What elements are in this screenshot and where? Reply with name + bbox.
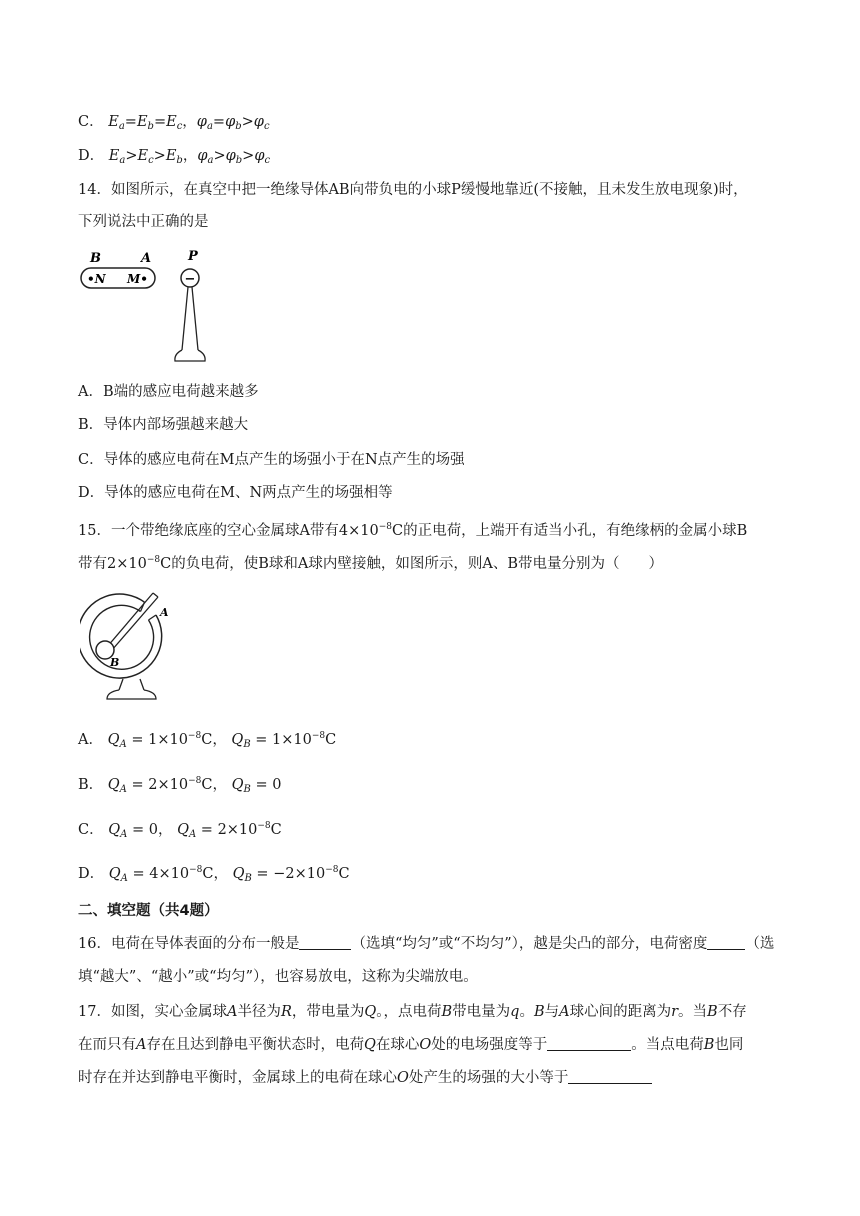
label-p: P (188, 249, 198, 264)
label-b: B (90, 251, 101, 266)
stand-base (175, 350, 205, 361)
q14-option-a: A．B端的感应电荷越来越多 (78, 384, 259, 400)
q14-option-d: D．导体的感应电荷在M、N两点产生的场强相等 (78, 485, 393, 501)
stand-left (182, 287, 188, 350)
q17-line1: 17．如图，实心金属球A半径为R，带电量为Q。，点电荷B带电量为q。B与A球心间的距离为r。当B不存 (78, 1004, 747, 1020)
handle-end (153, 593, 158, 597)
label-m: M• (127, 272, 148, 286)
q15-option-b: B． $Q_A = 2\times 10^{-8}C$， $Q_B = 0$ (78, 776, 282, 795)
q14-option-c: C．导体的感应电荷在M点产生的场强小于在N点产生的场强 (78, 452, 465, 468)
base-foot (107, 690, 156, 699)
handle-line-1 (107, 593, 153, 647)
q15-stem-line2: 带有$2\times 10^{-8}C$的负电荷，使B球和A球内壁接触，如图所示，则A、B带电量分别为（ ） (78, 555, 663, 572)
answer-blank[interactable] (568, 1068, 652, 1084)
base-right (140, 679, 144, 690)
q14-stem-line1: 14．如图所示，在真空中把一绝缘导体AB向带负电的小球P缓慢地靠近(不接触，且未发生放电现象)时， (78, 182, 748, 198)
base-left (119, 679, 123, 690)
q15-option-d: D． $Q_A = 4\times 10^{-8}C$， $Q_B = -2\times 10^{-8}C$ (78, 865, 350, 884)
q14-stem-line2: 下列说法中正确的是 (78, 214, 209, 230)
stand-right (192, 287, 198, 350)
negative-sign: − (184, 272, 196, 287)
q14-option-b: B．导体内部场强越来越大 (78, 417, 249, 433)
label-a: A (141, 251, 152, 266)
q13-option-d: D． $E_a>E_c>E_b$，$\varphi_a>\varphi_b>\varphi_c$ (78, 148, 271, 166)
q14-figure (78, 246, 218, 372)
q17-line3: 时存在并达到静电平衡时，金属球上的电荷在球心O处产生的场强的大小等于 (78, 1068, 652, 1088)
hole-edge-right (149, 615, 157, 620)
label-b: B (110, 656, 120, 669)
answer-blank[interactable] (707, 934, 745, 950)
section-title: 二、填空题（共4题） (78, 903, 219, 919)
answer-blank[interactable] (299, 934, 351, 950)
label-n: •N (87, 272, 106, 286)
q15-stem-line1: 15．一个带绝缘底座的空心金属球A带有$4\times 10^{-8}C$的正电荷，上端开有适当小孔，有绝缘柄的金属小球B (78, 522, 748, 539)
q15-figure (80, 590, 190, 706)
q16-line1: 16．电荷在导体表面的分布一般是 （选填“均匀”或“不均匀”），越是尖凸的部分，电荷密度 （选 (78, 936, 775, 952)
q16-line2: 填“越大”、“越小”或“均匀”），也容易放电，这称为尖端放电。 (78, 969, 478, 985)
q15-option-c: C． $Q_A = 0$， $Q_A = 2\times 10^{-8}C$ (78, 821, 282, 840)
q17-line2: 在而只有A存在且达到静电平衡状态时，电荷Q在球心O处的电场强度等于 。当点电荷B也同 (78, 1037, 744, 1053)
shell-inner (90, 605, 154, 669)
q13-option-c: C． $E_a=E_b=E_c$，$\varphi_a=\varphi_b>\varphi_c$ (78, 114, 270, 132)
label-a: A (160, 606, 169, 619)
answer-blank[interactable] (547, 1035, 631, 1051)
q15-option-a: A． $Q_A = 1\times 10^{-8}C$， $Q_B = 1\times 10^{-8}C$ (78, 731, 337, 750)
